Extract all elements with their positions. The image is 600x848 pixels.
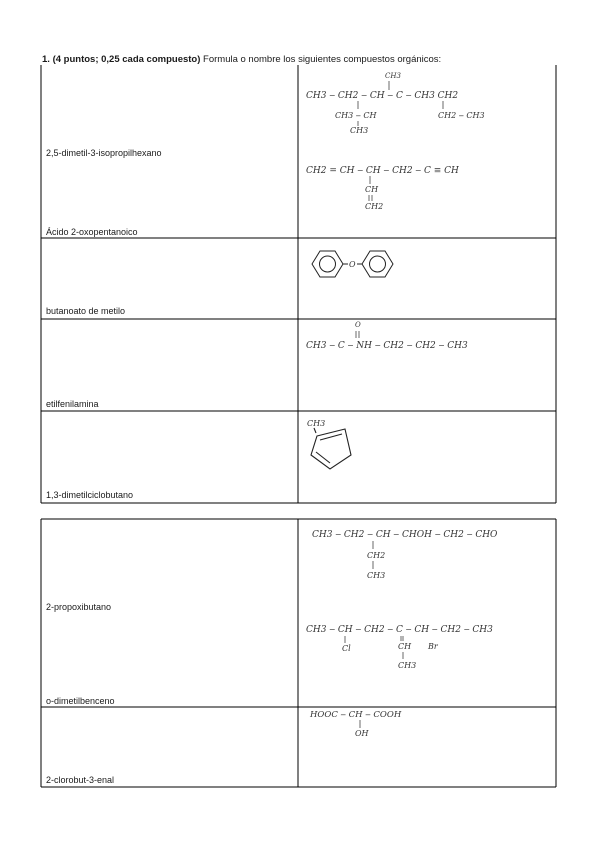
hw-structure-6: HOOC ‒ CH ‒ COOH [310,710,402,720]
hw-substituent: CH3 [398,661,417,670]
name-cell-2: Ácido 2-oxopentanoico [46,227,138,237]
hw-structure-4: CH3 [307,419,326,428]
hw-substituent: Cl [342,644,351,653]
hw-substituent: CH2 [367,551,386,560]
hw-substituent: O [355,321,361,329]
name-cell-4: etilfenilamina [46,399,99,409]
hw-structure-5-bottom: CH3 ‒ CH ‒ CH2 ‒ C ‒ CH ‒ CH2 ‒ CH3 [306,625,493,635]
hw-structure-3: CH3 ‒ C ‒ NH ‒ CH2 ‒ CH2 ‒ CH3 [306,341,468,351]
hw-substituent: Br [428,642,438,651]
hw-substituent: CH3 [385,72,401,80]
name-cell-5: 1,3-dimetilciclobutano [46,490,134,500]
name-cell-3: butanoato de metilo [46,306,126,316]
hw-substituent: CH3 [367,571,386,580]
hw-ether-oxygen: O [349,260,356,269]
hw-structure-1-bottom: CH2 = CH ‒ CH ‒ CH2 ‒ C ≡ CH [306,166,459,176]
hw-structure-5-top: CH3 ‒ CH2 ‒ CH ‒ CHOH ‒ CH2 ‒ CHO [312,530,498,540]
cyclopentadiene-drawing [311,428,351,469]
name-cell-7: o-dimetilbenceno [46,696,115,706]
question-instruction: Formula o nombre los siguientes compuestos orgánicos: [203,54,442,65]
hw-structure-1-top: CH3 ‒ CH2 ‒ CH ‒ C ‒ CH3 CH2 [306,91,459,101]
question-number: 1. [42,54,50,65]
question-points: (4 puntos; 0,25 cada compuesto) [52,54,201,65]
hw-substituent: CH2 ‒ CH3 [438,111,485,120]
name-cell-8: 2-clorobut-3-enal [46,775,115,785]
name-cell-1: 2,5-dimetil-3-isopropilhexano [46,148,162,158]
hw-substituent: CH [398,642,412,651]
hw-substituent: CH3 ‒ CH [335,111,377,120]
name-cell-6: 2-propoxibutano [46,602,112,612]
hw-substituent: CH2 [365,202,384,211]
hw-substituent: OH [355,729,369,738]
hw-substituent: CH3 [350,126,369,135]
hw-substituent: CH [365,185,379,194]
